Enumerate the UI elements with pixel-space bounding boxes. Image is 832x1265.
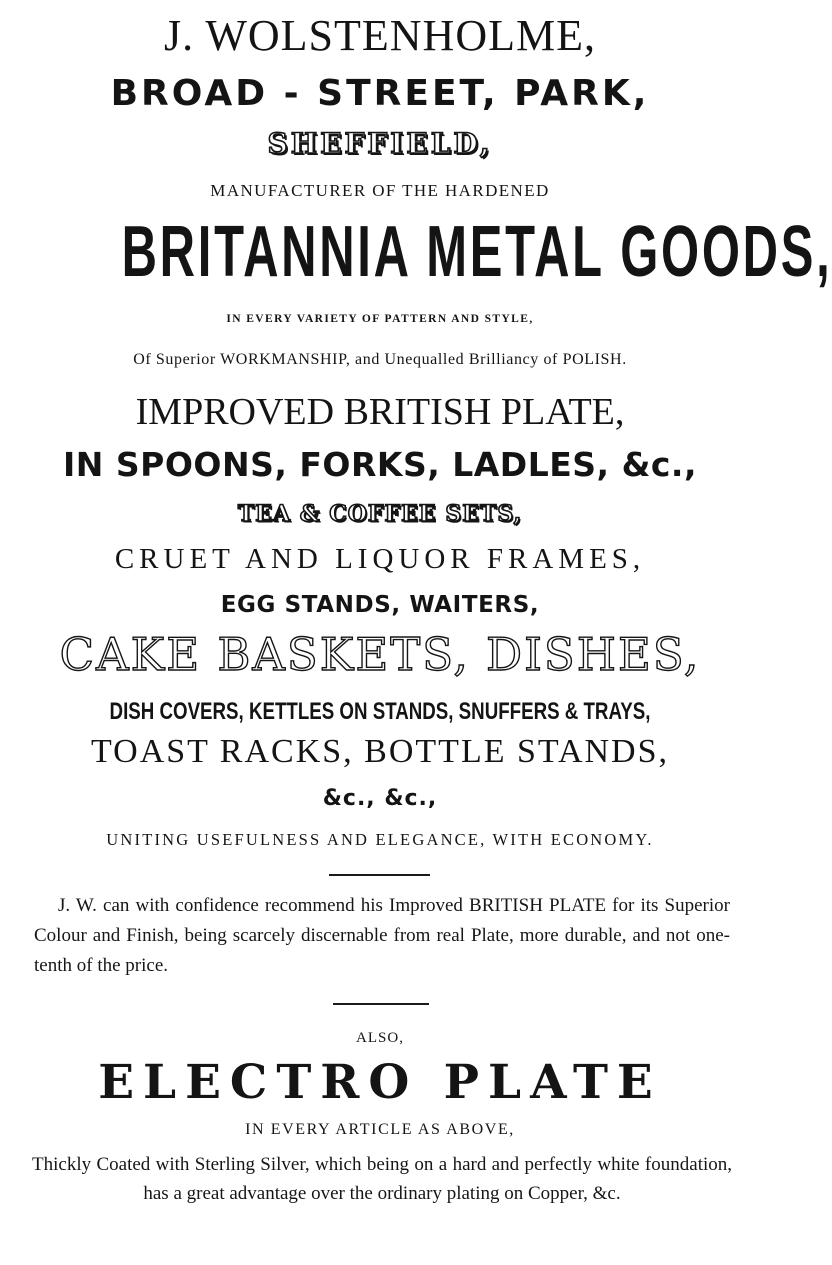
egg-stands-line: EGG STANDS, WAITERS, xyxy=(220,592,540,618)
etc-line: &c., &c., xyxy=(322,786,438,811)
recommend-paragraph: J. W. can with confidence recommend his Improved BRITISH PLATE for its Superior Colour and Finish, being scarcely discernable from real Plate, more durable, and not one-tenth of the price. xyxy=(34,895,730,976)
divider-rule xyxy=(333,1003,429,1005)
street-address: BROAD - STREET, PARK, xyxy=(110,73,650,114)
every-article-line: IN EVERY ARTICLE AS ABOVE, xyxy=(245,1121,515,1138)
dish-covers-line: DISH COVERS, KETTLES ON STANDS, SNUFFERS & TRAYS, xyxy=(109,698,651,725)
city-name: SHEFFIELD, xyxy=(267,127,493,160)
toast-racks-line: TOAST RACKS, BOTTLE STANDS, xyxy=(90,733,670,770)
spoons-line: IN SPOONS, FORKS, LADLES, &c., xyxy=(63,445,697,484)
divider-rule xyxy=(329,874,430,876)
variety-line: IN EVERY VARIETY OF PATTERN AND STYLE, xyxy=(226,313,534,325)
manufacturer-line: MANUFACTURER OF THE HARDENED xyxy=(210,181,550,200)
coated-paragraph: Thickly Coated with Sterling Silver, which being on a hard and perfectly white foundation, has a great advantage over the ordinary plating on Copper, &c. xyxy=(32,1154,732,1204)
cruet-line: CRUET AND LIQUOR FRAMES, xyxy=(114,543,646,575)
electro-plate-headline: ELECTRO PLATE xyxy=(98,1055,662,1110)
uniting-line: UNITING USEFULNESS AND ELEGANCE, WITH ECONOMY. xyxy=(106,830,654,849)
improved-plate-line: IMPROVED BRITISH PLATE, xyxy=(135,391,625,433)
britannia-headline: BRITANNIA METAL GOODS, xyxy=(121,212,832,292)
cake-baskets-line: CAKE BASKETS, DISHES, xyxy=(59,628,701,681)
superior-line: Of Superior WORKMANSHIP, and Unequalled Brilliancy of POLISH. xyxy=(133,351,627,368)
proprietor-name: J. WOLSTENHOLME, xyxy=(164,11,596,60)
also-line: ALSO, xyxy=(356,1030,404,1046)
tea-coffee-line: TEA & COFFEE SETS, xyxy=(237,501,523,527)
